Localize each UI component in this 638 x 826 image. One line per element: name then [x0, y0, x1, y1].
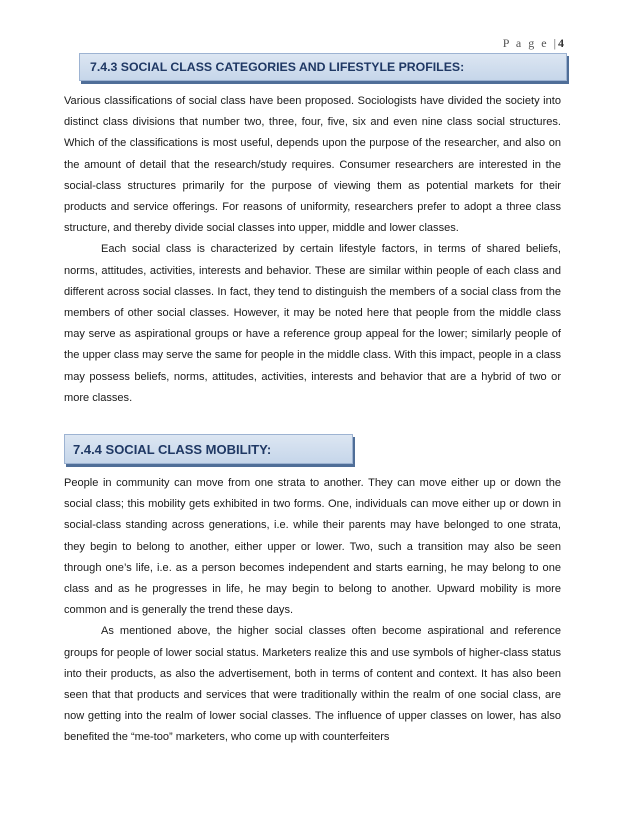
paragraph: As mentioned above, the higher social classes often become aspirational and reference groups for people of lower social status. Marketers realize this and use symbols of higher-class status into their products, as also the advertisement, both in terms of content and context. It has also been seen that that products and services that were traditionally within the realm of one social class, are now getting into the realm of lower social classes. The influence of upper classes on lower, has also benefited the “me-too” marketers, who come up with counterfeiters — [64, 625, 561, 744]
section-heading-text: 7.4.3 SOCIAL CLASS CATEGORIES AND LIFESTYLE PROFILES: — [90, 60, 465, 74]
page-separator: | — [553, 36, 558, 50]
paragraph: People in community can move from one strata to another. They can move either up or down the social class; this mobility gets exhibited in two forms. One, individuals can move either up or down in social-class standing across generations, i.e. while their parents may have belonged to one strata, they begin to belong to another, either upper or lower. Two, such a transition may also be seen through one’s life, i.e. as a person becomes independent and starts earning, he may belong to one class and as he progresses in life, he may begin to belong to another. Upward mobility is more common and is generally the trend these days. — [64, 477, 561, 617]
paragraph: Various classifications of social class have been proposed. Sociologists have divided the society into distinct class divisions that number two, three, four, five, six and even nine class social structures. Which of the classifications is most useful, depends upon the purpose of the researcher, and also on the amount of detail that the research/study requires. Consumer researchers are interested in the social-class structures primarily for the purpose of viewing them as potential markets for their products and service offerings. For reasons of uniformity, researchers prefer to adopt a three class structure, and thereby divide social classes into upper, middle and lower classes. — [64, 95, 561, 235]
section-1-body — [64, 91, 561, 409]
paragraph: Each social class is characterized by certain lifestyle factors, in terms of shared beliefs, norms, attitudes, activities, interests and behavior. These are similar within people of each class and different across social classes. In fact, they tend to distinguish the members of a social class from the members of other social classes. However, it may be noted here that people from the middle class may serve as aspirational groups or have a reference group appeal for the lower; similarly people of the upper class may serve the same for people in the middle class. With this impact, people in a class may possess beliefs, norms, attitudes, activities, interests and behavior that are a hybrid of two or more classes. — [64, 243, 561, 404]
page-number — [503, 36, 564, 51]
section-heading-social-class-categories — [79, 53, 567, 81]
page-label: P a g e — [502, 36, 549, 50]
section-heading-text: 7.4.4 SOCIAL CLASS MOBILITY: — [73, 441, 272, 457]
page-number-value: 4 — [558, 36, 564, 50]
section-heading-social-class-mobility — [64, 434, 353, 464]
section-2-body — [64, 473, 561, 749]
